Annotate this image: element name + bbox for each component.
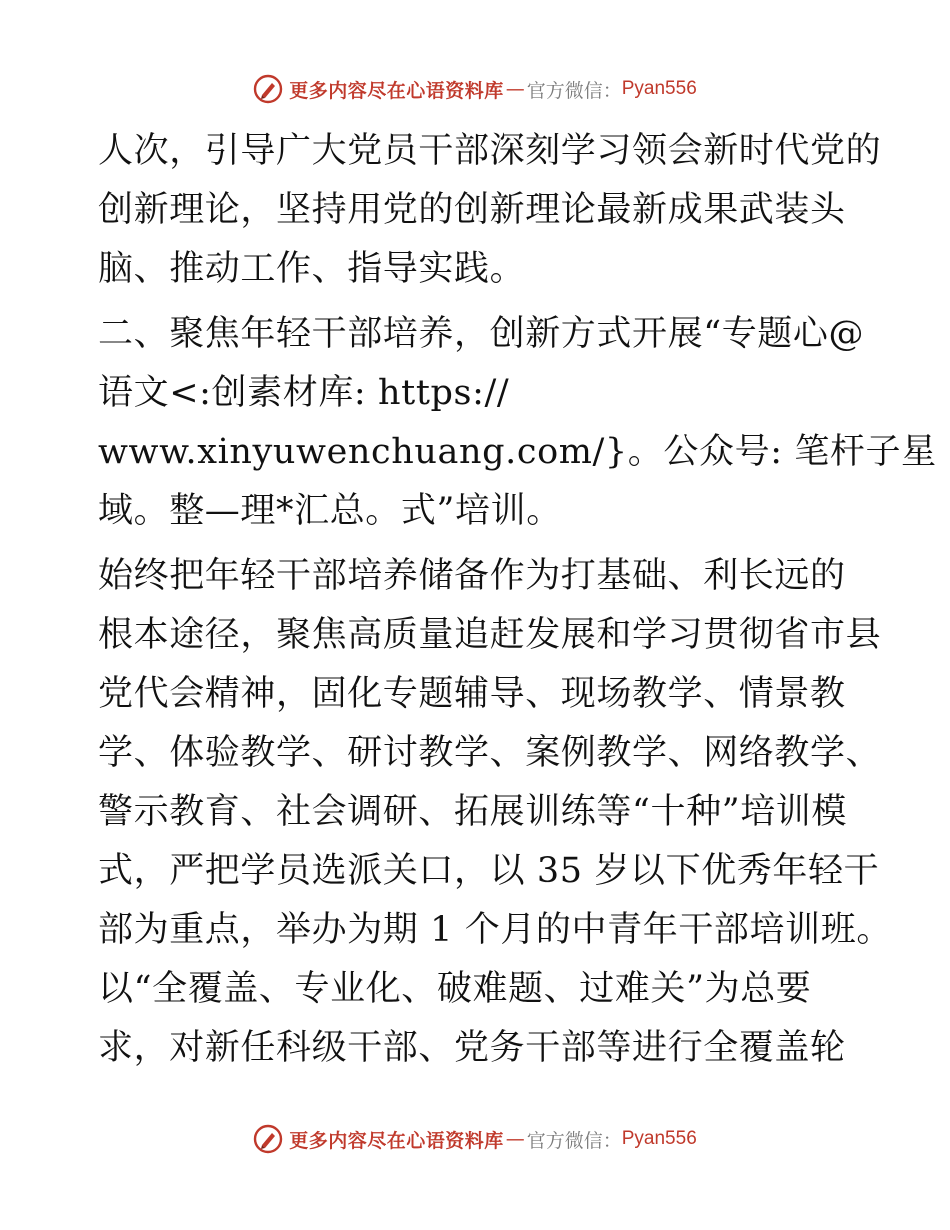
banner-wechat-id: Pyan556 <box>621 78 697 99</box>
text-line: 根本途径，聚焦高质量追赶发展和学习贯彻省市县 <box>98 615 882 655</box>
header-watermark <box>0 74 950 104</box>
text-line: 求，对新任科级干部、党务干部等进行全覆盖轮 <box>98 1028 846 1068</box>
pen-logo-icon <box>253 74 283 104</box>
text-line: 党代会精神，固化专题辅导、现场教学、情景教 <box>98 674 846 714</box>
banner-dash: — <box>505 1128 525 1150</box>
text-line: 以“全覆盖、专业化、破难题、过难关”为总要 <box>98 969 812 1009</box>
text-line: www.xinyuwenchuang.com/}。公众号: 笔杆子星 <box>98 432 937 472</box>
text-line: 脑、推动工作、指导实践。 <box>98 249 526 289</box>
text-line: 二、聚焦年轻干部培养，创新方式开展“专题心@ <box>98 314 865 354</box>
text-line: 部为重点，举办为期 1 个月的中青年干部培训班。 <box>98 910 892 950</box>
text-line: 语文<:创素材库: https:// <box>98 373 510 413</box>
banner-brand-text: 更多内容尽在心语资料库 <box>289 79 504 102</box>
banner-dash: — <box>505 78 525 100</box>
banner-brand-text: 更多内容尽在心语资料库 <box>289 1129 504 1152</box>
banner-wechat-id: Pyan556 <box>621 1128 697 1149</box>
text-line: 始终把年轻干部培养储备作为打基础、利长远的 <box>98 556 846 596</box>
document-body <box>98 122 937 1078</box>
text-line: 域。整—理*汇总。式”培训。 <box>98 491 562 531</box>
banner-official-label: 官方微信： <box>526 79 622 102</box>
text-line: 人次，引导广大党员干部深刻学习领会新时代党的 <box>98 131 882 171</box>
paragraph-1 <box>98 122 882 299</box>
text-line: 警示教育、社会调研、拓展训练等“十种”培训模 <box>98 792 847 832</box>
paragraph-2 <box>98 305 937 541</box>
paragraph-3 <box>98 547 892 1078</box>
text-line: 创新理论，坚持用党的创新理论最新成果武装头 <box>98 190 846 230</box>
text-line: 式，严把学员选派关口，以 35 岁以下优秀年轻干 <box>98 851 880 891</box>
pen-logo-icon <box>253 1124 283 1154</box>
footer-watermark <box>0 1124 950 1154</box>
banner-official-label: 官方微信： <box>526 1129 622 1152</box>
text-line: 学、体验教学、研讨教学、案例教学、网络教学、 <box>98 733 882 773</box>
